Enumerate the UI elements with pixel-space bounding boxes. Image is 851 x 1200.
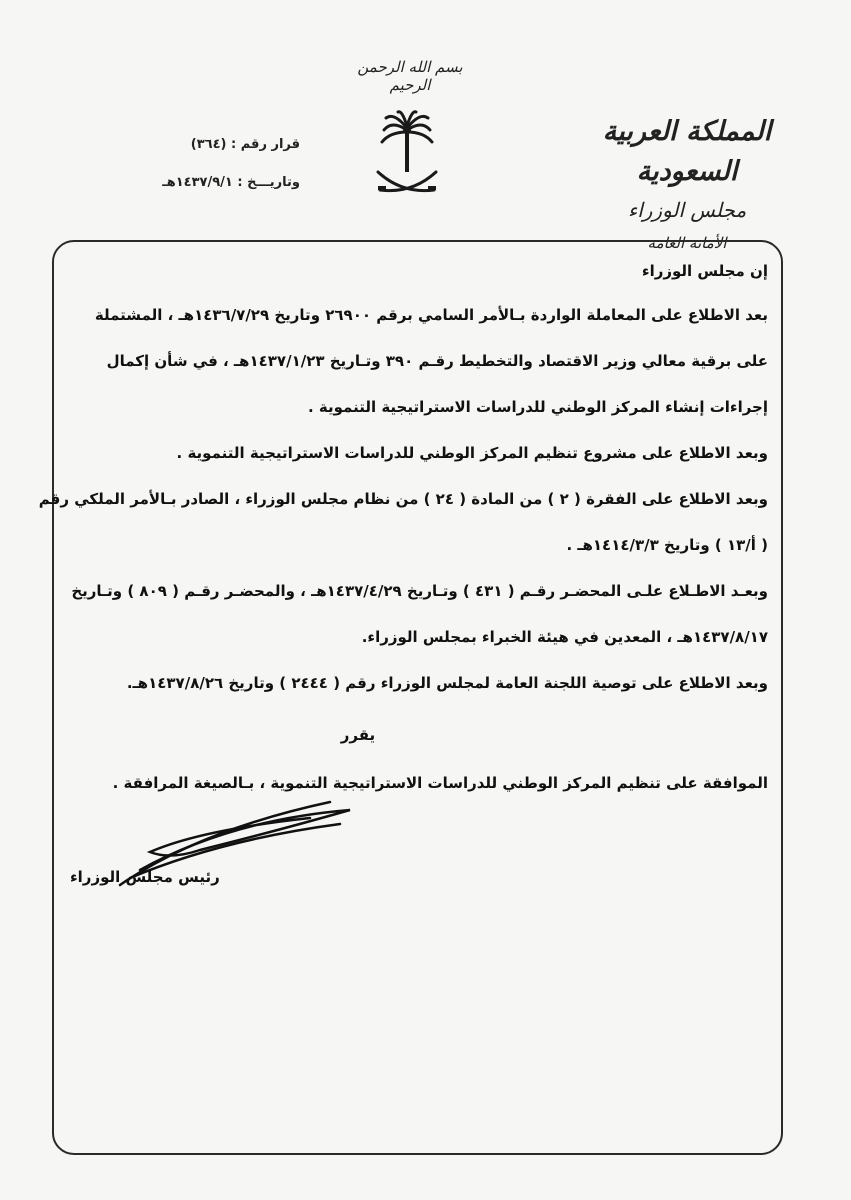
text-line: ( أ/١٣ ) وتاريخ ١٤١٤/٣/٣هـ . (566, 536, 768, 554)
basmala: بسم الله الرحمن الرحيم (357, 58, 463, 94)
decision-date: وتاريـــخ : ١٤٣٧/٩/١هـ (162, 175, 300, 190)
council-name: مجلس الوزراء (627, 198, 747, 222)
secretariat-name: الأمانة العامة (647, 234, 727, 252)
decision-reference (130, 126, 300, 202)
decision-number: قرار رقم : (٣٦٤) (190, 137, 300, 152)
decides-heading: يقرر (340, 726, 376, 744)
paragraph-3 (38, 476, 768, 568)
text-line: على برقية معالي وزير الاقتصاد والتخطيط رقـم ٣٩٠ وتـاريخ ١٤٣٧/١/٢٣هـ ، في شأن إكمال (106, 352, 768, 370)
resolution-text: الموافقة على تنظيم المركز الوطني للدراسات الاستراتيجية التنموية ، بـالصيغة المرافقة . (112, 774, 768, 792)
opening-line: إن مجلس الوزراء (641, 262, 768, 280)
paragraph-1 (68, 292, 768, 430)
paragraph-2 (68, 430, 768, 476)
signatory-title: رئيس مجلس الوزراء (70, 868, 220, 886)
saudi-emblem-icon (372, 110, 442, 200)
paragraph-5 (68, 660, 768, 706)
text-line: بعد الاطلاع على المعاملة الواردة بـالأمر السامي برقم ٢٦٩٠٠ وتاريخ ١٤٣٦/٧/٢٩هـ ، المشتملة (94, 306, 768, 324)
text-line: وبعد الاطلاع على توصية اللجنة العامة لمجلس الوزراء رقم ( ٢٤٤٤ ) وتاريخ ١٤٣٧/٨/٢٦هـ. (126, 674, 768, 692)
text-line: وبعد الاطلاع على الفقرة ( ٢ ) من المادة ( ٢٤ ) من نظام مجلس الوزراء ، الصادر بـالأمر الملكي رقم (38, 490, 768, 508)
decision-body (38, 256, 768, 806)
kingdom-name: المملكة العربية السعودية (602, 116, 772, 187)
letterhead (567, 112, 807, 258)
text-line: ١٤٣٧/٨/١٧هـ ، المعدين في هيئة الخبراء بمجلس الوزراء. (361, 628, 768, 646)
text-line: إجراءات إنشاء المركز الوطني للدراسات الاستراتيجية التنموية . (307, 398, 768, 416)
text-line: وبعـد الاطـلاع علـى المحضـر رقـم ( ٤٣١ ) وتـاريخ ١٤٣٧/٤/٢٩هـ ، والمحضـر رقـم ( ٨٠٩ ) وتـاريخ (71, 582, 768, 600)
text-line: وبعد الاطلاع على مشروع تنظيم المركز الوطني للدراسات الاستراتيجية التنموية . (176, 444, 768, 462)
paragraph-4 (68, 568, 768, 660)
